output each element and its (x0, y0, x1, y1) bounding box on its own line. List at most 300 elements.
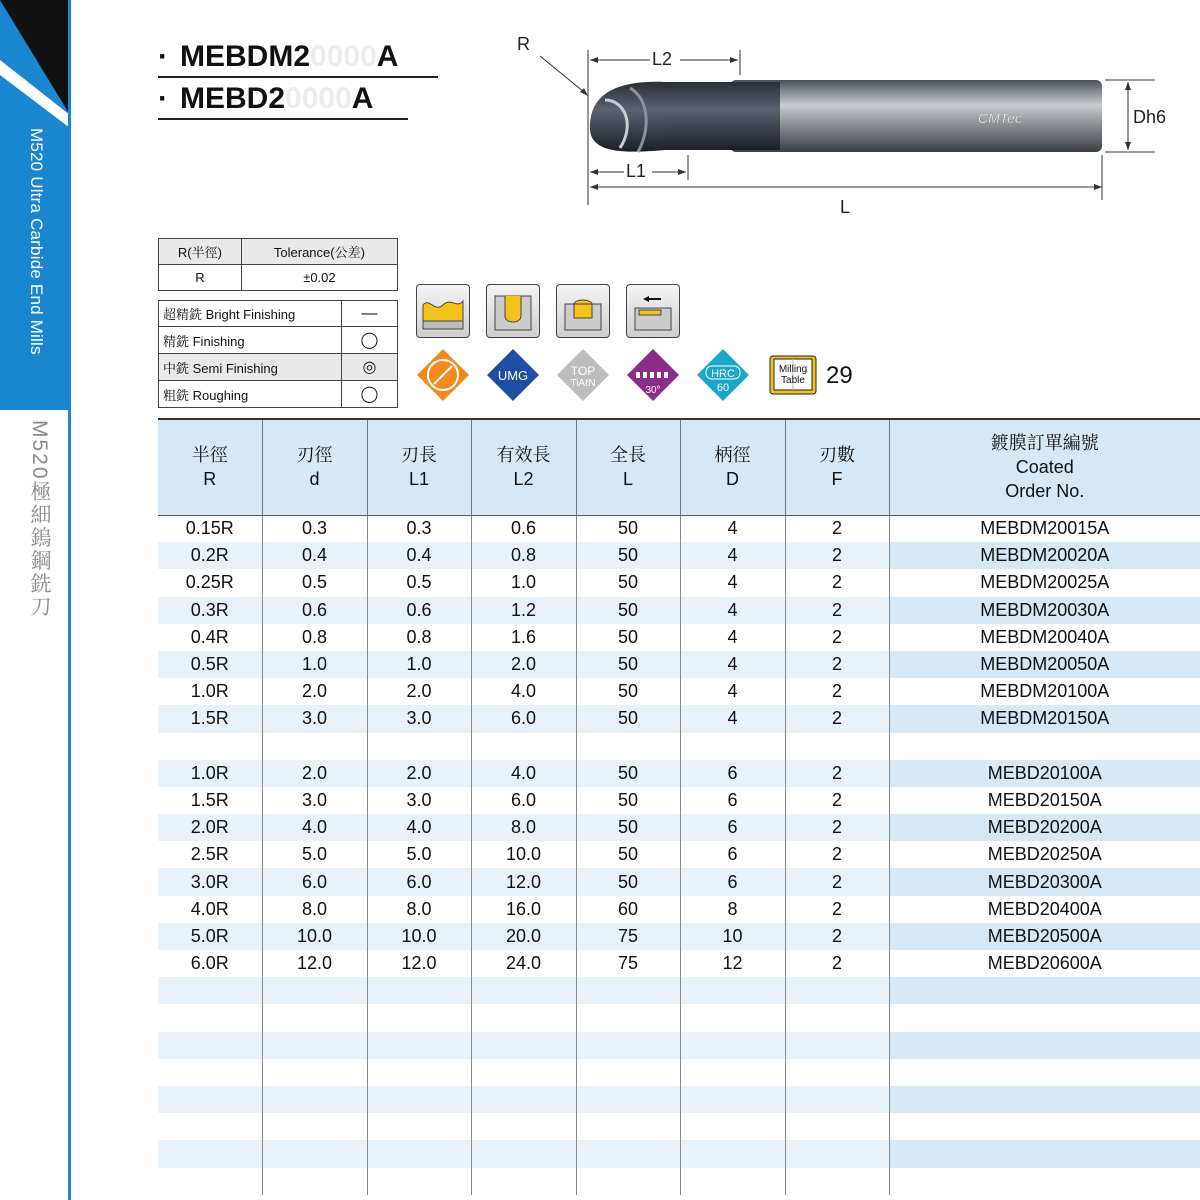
title-ghost-digits: 0000 (310, 40, 377, 73)
table-row (158, 1086, 1200, 1113)
table-cell (576, 1059, 680, 1086)
table-row (158, 624, 1200, 651)
table-cell: 10.0 (367, 923, 471, 950)
table-cell: 2 (785, 814, 889, 841)
order-number-cell (889, 977, 1200, 1004)
order-number-cell (889, 1032, 1200, 1059)
order-number-cell: MEBD20500A (889, 923, 1200, 950)
title-ghost-digits: 0000 (285, 82, 352, 115)
table-cell: 5.0 (367, 841, 471, 868)
table-cell (471, 1004, 576, 1031)
title-suffix: A (376, 40, 399, 73)
table-cell (680, 977, 785, 1004)
order-number-cell: MEBDM20040A (889, 624, 1200, 651)
order-number-cell: MEBDM20015A (889, 515, 1200, 542)
table-cell: 1.0 (471, 569, 576, 596)
table-row (158, 787, 1200, 814)
hrc-text: HRC (711, 368, 735, 380)
table-cell: 2 (785, 515, 889, 542)
order-number-cell (889, 1168, 1200, 1195)
table-cell (785, 1113, 889, 1140)
table-cell: 4.0 (262, 814, 367, 841)
order-number-cell: MEBD20300A (889, 868, 1200, 895)
hrc-hardness-icon (696, 348, 750, 402)
table-cell: 50 (576, 678, 680, 705)
table-header-cell (158, 419, 262, 515)
table-cell: 12.0 (471, 868, 576, 895)
table-cell (158, 1004, 262, 1031)
table-cell (471, 1086, 576, 1113)
order-number-cell: MEBDM20020A (889, 542, 1200, 569)
tolerance-value-tol: ±0.02 (241, 265, 397, 291)
sidebar-chinese-title: M520極細鎢鋼銑刀 (28, 420, 51, 619)
table-header-cell (471, 419, 576, 515)
table-text: Table (781, 375, 805, 386)
table-cell (471, 1059, 576, 1086)
table-cell: 75 (576, 923, 680, 950)
top-tialn-coating-icon (556, 348, 610, 402)
header-line: 柄徑 (714, 445, 751, 466)
table-cell (262, 1168, 367, 1195)
table-cell (576, 733, 680, 760)
table-cell: 0.4 (367, 542, 471, 569)
table-cell: 20.0 (471, 923, 576, 950)
table-cell: 1.0 (367, 651, 471, 678)
table-row (158, 977, 1200, 1004)
header-line: Order No. (1005, 481, 1085, 502)
table-cell (367, 977, 471, 1004)
table-cell: 8.0 (367, 896, 471, 923)
table-cell: 50 (576, 841, 680, 868)
order-number-cell: MEBD20400A (889, 896, 1200, 923)
table-cell (680, 1032, 785, 1059)
header-line: L (622, 469, 633, 490)
table-row (158, 896, 1200, 923)
sidebar-edge (68, 0, 71, 1200)
title-line-mebd (158, 82, 408, 120)
table-cell: 2 (785, 542, 889, 569)
table-cell (262, 733, 367, 760)
table-cell: 0.4 (262, 542, 367, 569)
finishing-mark: ◯ (342, 381, 398, 408)
table-cell (262, 1059, 367, 1086)
table-cell: 50 (576, 569, 680, 596)
table-row (158, 515, 1200, 542)
face-milling-icon (626, 284, 680, 338)
table-cell: 6 (680, 814, 785, 841)
table-cell (680, 1004, 785, 1031)
table-cell: 50 (576, 624, 680, 651)
table-cell: 2 (785, 950, 889, 977)
header-line: L1 (408, 469, 430, 490)
table-cell: 2 (785, 678, 889, 705)
table-row (158, 923, 1200, 950)
table-cell (367, 1168, 471, 1195)
table-cell (262, 1004, 367, 1031)
table-cell (158, 1113, 262, 1140)
table-body (158, 515, 1200, 1195)
brand-logo-text: CMTec (978, 110, 1022, 126)
table-cell: 1.5R (158, 705, 262, 732)
finishing-label: 超精銑 Bright Finishing (159, 301, 342, 327)
table-cell: 1.0R (158, 678, 262, 705)
table-cell: 4 (680, 651, 785, 678)
table-cell (785, 977, 889, 1004)
table-cell (262, 1032, 367, 1059)
order-number-cell: MEBD20150A (889, 787, 1200, 814)
table-cell: 50 (576, 515, 680, 542)
header-line: 鍍膜訂單編號 (990, 433, 1099, 454)
table-cell (158, 1059, 262, 1086)
table-cell: 8.0 (471, 814, 576, 841)
table-row (158, 678, 1200, 705)
milling-text: Milling (778, 364, 808, 375)
table-cell (367, 1059, 471, 1086)
table-cell: 10.0 (262, 923, 367, 950)
finishing-label: 中銑 Semi Finishing (159, 354, 342, 381)
table-cell: 2 (785, 896, 889, 923)
table-cell: 1.0R (158, 760, 262, 787)
table-row (158, 1168, 1200, 1195)
table-cell (576, 1168, 680, 1195)
table-row (158, 841, 1200, 868)
table-cell: 12 (680, 950, 785, 977)
table-cell: 4.0 (471, 678, 576, 705)
tolerance-table (158, 238, 398, 291)
table-cell (367, 1032, 471, 1059)
table-header-cell (680, 419, 785, 515)
table-cell: 4 (680, 569, 785, 596)
table-cell: 6 (680, 760, 785, 787)
contour-milling-icon (416, 284, 470, 338)
title-bullet: · (158, 40, 168, 73)
table-cell: 2.0 (262, 760, 367, 787)
table-cell: 12.0 (262, 950, 367, 977)
table-cell: 2.0 (367, 678, 471, 705)
table-cell (680, 733, 785, 760)
table-cell: 2 (785, 651, 889, 678)
table-row (158, 950, 1200, 977)
table-cell (367, 733, 471, 760)
table-cell: 50 (576, 787, 680, 814)
table-row (158, 733, 1200, 760)
table-cell: 0.5 (367, 569, 471, 596)
table-cell: 50 (576, 705, 680, 732)
table-cell: 6.0 (262, 868, 367, 895)
table-cell: 4.0R (158, 896, 262, 923)
table-cell: 1.2 (471, 597, 576, 624)
table-cell: 2 (785, 841, 889, 868)
table-cell: 2 (785, 787, 889, 814)
order-number-cell: MEBD20250A (889, 841, 1200, 868)
table-cell (680, 1059, 785, 1086)
order-number-cell: MEBDM20100A (889, 678, 1200, 705)
table-row (158, 1032, 1200, 1059)
table-cell: 4 (680, 597, 785, 624)
table-cell: 4 (680, 624, 785, 651)
table-cell: 8 (680, 896, 785, 923)
table-cell: 60 (576, 896, 680, 923)
slot-milling-icon (486, 284, 540, 338)
table-cell (262, 1140, 367, 1167)
table-cell: 12.0 (367, 950, 471, 977)
table-cell: 75 (576, 950, 680, 977)
page-reference-number: 29 (826, 362, 853, 389)
table-row (158, 542, 1200, 569)
table-cell: 3.0 (367, 787, 471, 814)
finishing-mark: — (342, 301, 398, 327)
table-cell (785, 1168, 889, 1195)
table-cell: 0.3 (262, 515, 367, 542)
table-cell: 4 (680, 542, 785, 569)
table-cell (471, 733, 576, 760)
table-cell (576, 1004, 680, 1031)
table-cell: 4 (680, 678, 785, 705)
header-line: 刃長 (401, 445, 437, 466)
table-cell: 0.8 (262, 624, 367, 651)
table-cell (680, 1140, 785, 1167)
table-row (158, 814, 1200, 841)
dim-label-l: L (840, 197, 851, 217)
table-cell: 1.5R (158, 787, 262, 814)
dim-label-r: R (517, 34, 530, 54)
table-cell: 6 (680, 841, 785, 868)
order-number-cell (889, 1140, 1200, 1167)
table-header-row (158, 419, 1200, 515)
order-number-cell (889, 1059, 1200, 1086)
table-cell (471, 1113, 576, 1140)
table-cell (471, 977, 576, 1004)
header-line: R (203, 469, 217, 490)
table-cell: 50 (576, 597, 680, 624)
header-line: 刃徑 (296, 445, 333, 466)
table-cell (471, 1032, 576, 1059)
table-header-cell (367, 419, 471, 515)
table-row (158, 1059, 1200, 1086)
table-cell (367, 1113, 471, 1140)
table-cell (158, 1086, 262, 1113)
table-cell (158, 733, 262, 760)
header-line: 全長 (610, 445, 646, 466)
table-row (158, 1004, 1200, 1031)
table-cell: 0.6 (367, 597, 471, 624)
table-cell: 3.0 (262, 787, 367, 814)
table-cell (262, 1113, 367, 1140)
table-cell: 6.0 (367, 868, 471, 895)
table-cell: 1.6 (471, 624, 576, 651)
table-cell: 2 (785, 760, 889, 787)
table-cell (680, 1168, 785, 1195)
table-cell: 1.0 (262, 651, 367, 678)
feature-icons (416, 348, 820, 402)
order-number-cell: MEBDM20050A (889, 651, 1200, 678)
table-cell: 2.0 (471, 651, 576, 678)
tolerance-header-tol: Tolerance(公差) (241, 239, 397, 265)
header-line: d (309, 469, 320, 490)
table-cell: 0.15R (158, 515, 262, 542)
title-line-mebdm (158, 40, 438, 78)
table-cell: 2.0 (367, 760, 471, 787)
table-cell: 0.8 (471, 542, 576, 569)
helix-angle-icon (626, 348, 680, 402)
table-cell: 2 (785, 597, 889, 624)
order-number-cell (889, 1113, 1200, 1140)
table-cell: 10.0 (471, 841, 576, 868)
table-cell: 0.4R (158, 624, 262, 651)
top-text: TOP (570, 364, 596, 378)
dim-label-l1: L1 (626, 161, 647, 181)
table-cell: 16.0 (471, 896, 576, 923)
title-bullet: · (158, 82, 168, 115)
table-row (158, 597, 1200, 624)
table-cell: 0.5R (158, 651, 262, 678)
table-row (158, 1140, 1200, 1167)
helix-text: 30° (645, 385, 661, 396)
table-cell (785, 1032, 889, 1059)
header-line: 刃數 (819, 445, 855, 466)
header-line: 有效長 (496, 445, 551, 466)
table-cell: 50 (576, 760, 680, 787)
table-cell: 2 (785, 923, 889, 950)
table-cell: 8.0 (262, 896, 367, 923)
umg-badge-icon (486, 348, 540, 402)
table-cell (576, 1032, 680, 1059)
tiain-text: TiAℓN (570, 378, 596, 389)
header-line: F (831, 469, 843, 490)
order-number-cell (889, 1004, 1200, 1031)
table-cell (785, 733, 889, 760)
tool-drawing (500, 30, 1190, 230)
title-suffix: A (351, 82, 374, 115)
table-cell (367, 1004, 471, 1031)
umg-text: UMG (497, 368, 529, 383)
dim-label-dh6: Dh6 (1133, 107, 1167, 127)
table-cell: 50 (576, 868, 680, 895)
tolerance-header-r: R(半徑) (159, 239, 242, 265)
table-cell: 0.3R (158, 597, 262, 624)
table-cell: 0.2R (158, 542, 262, 569)
table-header-cell (889, 419, 1200, 515)
table-cell (576, 1140, 680, 1167)
table-row (158, 569, 1200, 596)
table-cell (158, 1032, 262, 1059)
finishing-table (158, 300, 398, 408)
table-cell: 50 (576, 542, 680, 569)
table-cell: 50 (576, 651, 680, 678)
table-cell (576, 977, 680, 1004)
ball-nose-icon (416, 348, 470, 402)
table-header-cell (785, 419, 889, 515)
header-line: 半徑 (191, 445, 228, 466)
order-number-cell: MEBD20200A (889, 814, 1200, 841)
table-cell (680, 1113, 785, 1140)
table-cell: 2 (785, 569, 889, 596)
dim-label-l2: L2 (652, 49, 673, 69)
table-cell: 24.0 (471, 950, 576, 977)
table-cell: 3.0 (262, 705, 367, 732)
table-cell (680, 1086, 785, 1113)
product-table (158, 418, 1200, 1195)
table-cell (785, 1004, 889, 1031)
title-prefix: MEBD2 (180, 82, 286, 115)
table-cell: 2 (785, 868, 889, 895)
table-row (158, 1113, 1200, 1140)
table-cell (262, 977, 367, 1004)
header-line: Coated (1015, 457, 1074, 478)
sidebar (0, 0, 70, 1200)
pocket-milling-icon (556, 284, 610, 338)
finishing-label: 精銑 Finishing (159, 327, 342, 354)
table-cell (158, 1168, 262, 1195)
table-cell (367, 1140, 471, 1167)
order-number-cell: MEBDM20030A (889, 597, 1200, 624)
table-row (158, 760, 1200, 787)
table-cell (158, 977, 262, 1004)
table-cell: 4.0 (471, 760, 576, 787)
table-cell (367, 1086, 471, 1113)
table-cell: 2.0 (262, 678, 367, 705)
table-row (158, 705, 1200, 732)
table-cell: 6.0R (158, 950, 262, 977)
table-cell (785, 1140, 889, 1167)
header-line: L2 (513, 469, 534, 490)
finishing-mark: ◎ (342, 354, 398, 381)
order-number-cell (889, 1086, 1200, 1113)
table-cell: 4 (680, 705, 785, 732)
table-cell: 0.8 (367, 624, 471, 651)
order-number-cell: MEBDM20150A (889, 705, 1200, 732)
tolerance-value-r: R (159, 265, 242, 291)
table-cell: 3.0 (367, 705, 471, 732)
header-line: D (726, 469, 739, 490)
table-cell: 0.3 (367, 515, 471, 542)
table-cell: 4 (680, 515, 785, 542)
table-cell (576, 1113, 680, 1140)
table-header-cell (576, 419, 680, 515)
product-titles (158, 40, 438, 124)
table-cell (785, 1059, 889, 1086)
application-icons (416, 284, 680, 338)
table-cell: 3.0R (158, 868, 262, 895)
table-cell: 5.0 (262, 841, 367, 868)
order-number-cell: MEBD20100A (889, 760, 1200, 787)
table-cell (471, 1168, 576, 1195)
table-cell: 0.6 (262, 597, 367, 624)
table-cell: 0.5 (262, 569, 367, 596)
table-row (158, 651, 1200, 678)
hrc-value-text: 60 (716, 382, 730, 394)
table-cell: 4.0 (367, 814, 471, 841)
table-cell (471, 1140, 576, 1167)
table-cell (785, 1086, 889, 1113)
order-number-cell: MEBDM20025A (889, 569, 1200, 596)
table-cell: 10 (680, 923, 785, 950)
table-header-cell (262, 419, 367, 515)
table-cell: 0.25R (158, 569, 262, 596)
table-cell: 2 (785, 705, 889, 732)
title-prefix: MEBDM2 (180, 40, 311, 73)
table-cell: 2.5R (158, 841, 262, 868)
table-cell (158, 1140, 262, 1167)
table-row (158, 868, 1200, 895)
sidebar-english-title: M520 Ultra Carbide End Mills (27, 128, 46, 355)
table-cell: 6.0 (471, 705, 576, 732)
order-number-cell (889, 733, 1200, 760)
table-cell: 0.6 (471, 515, 576, 542)
table-cell (576, 1086, 680, 1113)
finishing-label: 粗銑 Roughing (159, 381, 342, 408)
milling-table-book-icon (766, 348, 820, 402)
